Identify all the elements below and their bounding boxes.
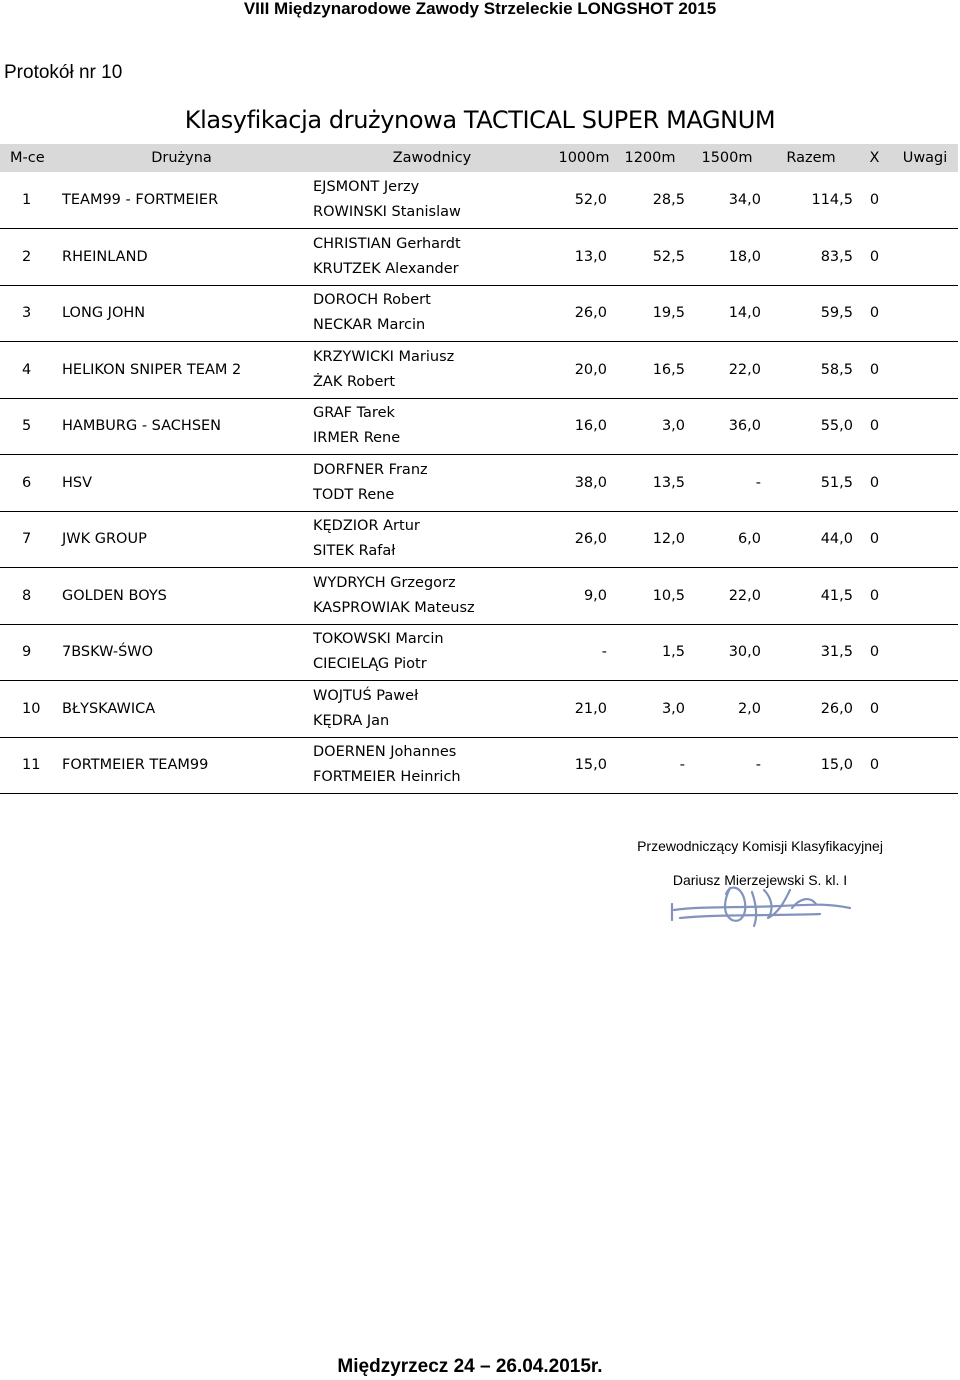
score-1200m-cell: 16,5 bbox=[611, 342, 689, 399]
team-cell: TEAM99 - FORTMEIER bbox=[56, 172, 307, 229]
place-cell: 8 bbox=[0, 568, 56, 625]
total-cell: 51,5 bbox=[765, 455, 857, 512]
notes-cell bbox=[892, 172, 958, 229]
total-cell: 44,0 bbox=[765, 511, 857, 568]
place-cell: 2 bbox=[0, 229, 56, 286]
table-row bbox=[0, 172, 958, 229]
member-name: WYDRYCH Grzegorz bbox=[313, 574, 456, 591]
member-name: ŻAK Robert bbox=[313, 373, 396, 390]
member-name: KRZYWICKI Mariusz bbox=[313, 348, 455, 365]
score-1200m-cell: 19,5 bbox=[611, 285, 689, 342]
table-header-row bbox=[0, 144, 958, 172]
score-1200m-cell: 3,0 bbox=[611, 398, 689, 455]
score-1500m-cell: 22,0 bbox=[689, 342, 765, 399]
col-header-1500m: 1500m bbox=[689, 144, 765, 172]
results-table bbox=[0, 144, 958, 794]
table-row bbox=[0, 511, 958, 568]
member-name: DOERNEN Johannes bbox=[313, 744, 457, 761]
place-cell: 10 bbox=[0, 681, 56, 738]
place-cell: 6 bbox=[0, 455, 56, 512]
protocol-number: Protokół nr 10 bbox=[4, 62, 123, 83]
score-1500m-cell: 14,0 bbox=[689, 285, 765, 342]
score-1200m-cell: 52,5 bbox=[611, 229, 689, 286]
total-cell: 31,5 bbox=[765, 624, 857, 681]
x-count-cell: 0 bbox=[857, 229, 892, 286]
score-1000m-cell: 20,0 bbox=[557, 342, 611, 399]
score-1000m-cell: 26,0 bbox=[557, 285, 611, 342]
score-1500m-cell: 6,0 bbox=[689, 511, 765, 568]
member-name: SITEK Rafał bbox=[313, 543, 396, 560]
members-cell bbox=[307, 285, 557, 342]
total-cell: 41,5 bbox=[765, 568, 857, 625]
score-1000m-cell: - bbox=[557, 624, 611, 681]
member-name: CHRISTIAN Gerhardt bbox=[313, 235, 461, 252]
members-cell bbox=[307, 737, 557, 794]
col-header-x: X bbox=[857, 144, 892, 172]
notes-cell bbox=[892, 398, 958, 455]
score-1500m-cell: 2,0 bbox=[689, 681, 765, 738]
member-name: KRUTZEK Alexander bbox=[313, 260, 459, 277]
table-row bbox=[0, 342, 958, 399]
member-name: DORFNER Franz bbox=[313, 461, 428, 478]
classification-title: Klasyfikacja drużynowa TACTICAL SUPER MAGNUM bbox=[184, 106, 776, 134]
table-row bbox=[0, 624, 958, 681]
col-header-place: M-ce bbox=[0, 144, 56, 172]
footer-place-date: Międzyrzecz 24 – 26.04.2015r. bbox=[337, 1356, 603, 1377]
members-cell bbox=[307, 342, 557, 399]
table-row bbox=[0, 229, 958, 286]
table-row bbox=[0, 568, 958, 625]
total-cell: 59,5 bbox=[765, 285, 857, 342]
member-name: IRMER Rene bbox=[313, 430, 401, 447]
chair-title: Przewodniczący Komisji Klasyfikacyjnej bbox=[637, 838, 883, 854]
members-cell bbox=[307, 455, 557, 512]
score-1200m-cell: - bbox=[611, 737, 689, 794]
col-header-team: Drużyna bbox=[56, 144, 307, 172]
members-cell bbox=[307, 681, 557, 738]
x-count-cell: 0 bbox=[857, 568, 892, 625]
notes-cell bbox=[892, 737, 958, 794]
member-name: KASPROWIAK Mateusz bbox=[313, 599, 475, 616]
team-cell: JWK GROUP bbox=[56, 511, 307, 568]
team-cell: LONG JOHN bbox=[56, 285, 307, 342]
member-name: CIECIELĄG Piotr bbox=[313, 656, 427, 673]
total-cell: 55,0 bbox=[765, 398, 857, 455]
score-1000m-cell: 16,0 bbox=[557, 398, 611, 455]
members-cell bbox=[307, 398, 557, 455]
notes-cell bbox=[892, 624, 958, 681]
member-name: EJSMONT Jerzy bbox=[313, 179, 420, 195]
score-1000m-cell: 26,0 bbox=[557, 511, 611, 568]
score-1500m-cell: - bbox=[689, 455, 765, 512]
place-cell: 3 bbox=[0, 285, 56, 342]
x-count-cell: 0 bbox=[857, 342, 892, 399]
member-name: ROWINSKI Stanislaw bbox=[313, 204, 461, 220]
chair-name: Dariusz Mierzejewski S. kl. I bbox=[672, 872, 848, 888]
total-cell: 114,5 bbox=[765, 172, 857, 229]
score-1200m-cell: 3,0 bbox=[611, 681, 689, 738]
score-1500m-cell: - bbox=[689, 737, 765, 794]
x-count-cell: 0 bbox=[857, 681, 892, 738]
score-1000m-cell: 52,0 bbox=[557, 172, 611, 229]
place-cell: 1 bbox=[0, 172, 56, 229]
notes-cell bbox=[892, 511, 958, 568]
team-cell: HSV bbox=[56, 455, 307, 512]
table-row bbox=[0, 285, 958, 342]
place-cell: 4 bbox=[0, 342, 56, 399]
place-cell: 7 bbox=[0, 511, 56, 568]
member-name: KĘDZIOR Artur bbox=[313, 518, 420, 535]
member-name: TOKOWSKI Marcin bbox=[313, 631, 444, 648]
member-name: KĘDRA Jan bbox=[313, 712, 390, 729]
col-header-1200m: 1200m bbox=[611, 144, 689, 172]
score-1000m-cell: 15,0 bbox=[557, 737, 611, 794]
x-count-cell: 0 bbox=[857, 285, 892, 342]
x-count-cell: 0 bbox=[857, 624, 892, 681]
score-1200m-cell: 10,5 bbox=[611, 568, 689, 625]
team-cell: FORTMEIER TEAM99 bbox=[56, 737, 307, 794]
score-1500m-cell: 18,0 bbox=[689, 229, 765, 286]
member-name: GRAF Tarek bbox=[313, 405, 395, 422]
notes-cell bbox=[892, 229, 958, 286]
table-row bbox=[0, 737, 958, 794]
team-cell: 7BSKW-ŚWO bbox=[56, 624, 307, 681]
notes-cell bbox=[892, 285, 958, 342]
member-name: FORTMEIER Heinrich bbox=[313, 769, 461, 786]
table-row bbox=[0, 398, 958, 455]
signature-block bbox=[620, 838, 900, 888]
notes-cell bbox=[892, 681, 958, 738]
team-cell: GOLDEN BOYS bbox=[56, 568, 307, 625]
member-name: NECKAR Marcin bbox=[313, 317, 426, 334]
notes-cell bbox=[892, 568, 958, 625]
results-body bbox=[0, 172, 958, 794]
x-count-cell: 0 bbox=[857, 455, 892, 512]
score-1500m-cell: 34,0 bbox=[689, 172, 765, 229]
col-header-total: Razem bbox=[765, 144, 857, 172]
notes-cell bbox=[892, 342, 958, 399]
members-cell bbox=[307, 172, 557, 229]
score-1200m-cell: 28,5 bbox=[611, 172, 689, 229]
team-cell: HAMBURG - SACHSEN bbox=[56, 398, 307, 455]
place-cell: 9 bbox=[0, 624, 56, 681]
team-cell: HELIKON SNIPER TEAM 2 bbox=[56, 342, 307, 399]
total-cell: 83,5 bbox=[765, 229, 857, 286]
score-1200m-cell: 12,0 bbox=[611, 511, 689, 568]
score-1000m-cell: 38,0 bbox=[557, 455, 611, 512]
score-1000m-cell: 21,0 bbox=[557, 681, 611, 738]
col-header-notes: Uwagi bbox=[892, 144, 958, 172]
table-row bbox=[0, 681, 958, 738]
score-1500m-cell: 36,0 bbox=[689, 398, 765, 455]
members-cell bbox=[307, 229, 557, 286]
members-cell bbox=[307, 624, 557, 681]
table-row bbox=[0, 455, 958, 512]
member-name: DOROCH Robert bbox=[313, 292, 431, 309]
members-cell bbox=[307, 511, 557, 568]
team-cell: RHEINLAND bbox=[56, 229, 307, 286]
x-count-cell: 0 bbox=[857, 172, 892, 229]
total-cell: 58,5 bbox=[765, 342, 857, 399]
x-count-cell: 0 bbox=[857, 737, 892, 794]
col-header-1000m: 1000m bbox=[557, 144, 611, 172]
place-cell: 11 bbox=[0, 737, 56, 794]
member-name: TODT Rene bbox=[313, 486, 395, 503]
score-1000m-cell: 13,0 bbox=[557, 229, 611, 286]
total-cell: 26,0 bbox=[765, 681, 857, 738]
score-1000m-cell: 9,0 bbox=[557, 568, 611, 625]
x-count-cell: 0 bbox=[857, 398, 892, 455]
notes-cell bbox=[892, 455, 958, 512]
team-cell: BŁYSKAWICA bbox=[56, 681, 307, 738]
place-cell: 5 bbox=[0, 398, 56, 455]
score-1500m-cell: 22,0 bbox=[689, 568, 765, 625]
member-name: WOJTUŚ Paweł bbox=[313, 687, 419, 704]
total-cell: 15,0 bbox=[765, 737, 857, 794]
score-1200m-cell: 13,5 bbox=[611, 455, 689, 512]
x-count-cell: 0 bbox=[857, 511, 892, 568]
score-1200m-cell: 1,5 bbox=[611, 624, 689, 681]
col-header-members: Zawodnicy bbox=[307, 144, 557, 172]
members-cell bbox=[307, 568, 557, 625]
event-title: VIII Międzynarodowe Zawody Strzeleckie LONGSHOT 2015 bbox=[243, 0, 717, 18]
score-1500m-cell: 30,0 bbox=[689, 624, 765, 681]
